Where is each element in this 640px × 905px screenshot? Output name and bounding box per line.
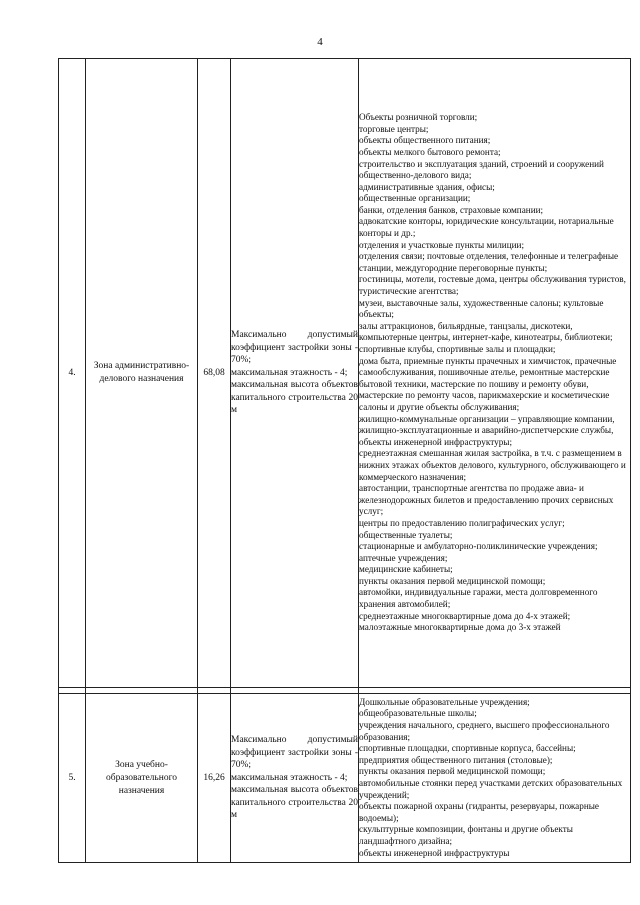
use-item: музеи, выставочные залы, художественные салоны; культовые объекты; (359, 297, 604, 320)
use-item: банки, отделения банков, страховые компании; (359, 204, 544, 215)
zone-name: Зона административно-делового назначения (86, 59, 198, 688)
use-item: жилищно-коммунальные организации – управляющие компании, жилищно-эксплуатационные и аварийно-диспетчерские службы, объекты инженерной инфраструктуры; (359, 413, 615, 447)
parameter-line: максимальная этажность - 4; (231, 367, 348, 378)
zone-area: 16,26 (198, 694, 231, 863)
zones-table (58, 58, 631, 863)
row-number: 4. (59, 59, 86, 688)
zone-parameters (231, 694, 359, 863)
use-item: пункты оказания первой медицинской помощи; (359, 575, 546, 586)
table-row (59, 694, 631, 863)
permitted-uses (359, 694, 631, 863)
use-item: объекты инженерной инфраструктуры (359, 847, 510, 858)
use-item: объекты общественного питания; (359, 135, 491, 146)
use-item: предприятия общественного питания (столовые); (359, 754, 553, 765)
page-number: 4 (317, 36, 323, 48)
use-item: общественные организации; (359, 193, 471, 204)
use-item: среднеэтажные многоквартирные дома до 4-х этажей; (359, 610, 571, 621)
use-item: адвокатские конторы, юридические консультации, нотариальные конторы и др.; (359, 216, 614, 239)
use-item: торговые центры; (359, 123, 429, 134)
use-item: малоэтажные многоквартирные дома до 3-х этажей (359, 622, 561, 633)
use-item: автомобильные стоянки перед участками детских образовательных учреждений; (359, 778, 623, 800)
zone-area: 68,08 (198, 59, 231, 688)
use-item: автостанции, транспортные агентства по продаже авиа- и железнодорожных билетов и предоставлению прочих сервисных услуг; (359, 483, 614, 517)
use-item: строительство и эксплуатация зданий, строений и сооружений общественно-делового вида; (359, 158, 604, 181)
use-item: отделения и участковые пункты милиции; (359, 239, 525, 250)
use-item: залы аттракционов, бильярдные, танцзалы, дискотеки, компьютерные центры, интернет-кафе, кинотеатры, библиотеки; (359, 320, 613, 343)
use-item: спортивные клубы, спортивные залы и площадки; (359, 344, 556, 355)
parameter-line: максимальная высота объектов капитального строительства 20 м (231, 380, 358, 416)
use-item: центры по предоставлению полиграфических услуг; (359, 517, 565, 528)
use-item: Дошкольные образовательные учреждения; (359, 696, 530, 707)
use-item: Объекты розничной торговли; (359, 112, 478, 123)
use-item: объекты мелкого бытового ремонта; (359, 146, 501, 157)
use-item: медицинские кабинеты; (359, 564, 453, 575)
row-number: 5. (59, 694, 86, 863)
parameter-line: максимальная высота объектов капитального строительства 20 м (231, 785, 358, 821)
use-item: учреждения начального, среднего, высшего профессионального образования; (359, 720, 610, 742)
permitted-uses (359, 59, 631, 688)
zone-name: Зона учебно-образовательного назначения (86, 694, 198, 863)
parameter-line: Максимально допустимый коэффициент застройки зоны - 70%; (231, 734, 358, 771)
use-item: аптечные учреждения; (359, 552, 448, 563)
use-item: дома быта, приемные пункты прачечных и химчисток, прачечные самообслуживания, пошивочные ателье, ремонтные мастерские бытовой техники, мастерские по пошиву и ремонту обуви, мастерские по ремонту часов, парикмахерские и косметические салоны и другие объекты обслуживания; (359, 355, 617, 412)
use-item: стационарные и амбулаторно-поликлинические учреждения; (359, 541, 598, 552)
use-item: среднеэтажная смешанная жилая застройка, в т.ч. с размещением в нижних этажах объектов делового, культурного, обслуживающего и коммерческого назначения; (359, 448, 626, 482)
use-item: автомойки, индивидуальные гаражи, места долговременного хранения автомобилей; (359, 587, 598, 610)
use-item: скульптурные композиции, фонтаны и другие объекты ландшафтного дизайна; (359, 824, 573, 846)
use-item: пункты оказания первой медицинской помощи; (359, 766, 546, 777)
table-row (59, 59, 631, 688)
parameter-line: максимальная этажность - 4; (231, 772, 348, 783)
use-item: общеобразовательные школы; (359, 708, 477, 719)
use-item: общественные туалеты; (359, 529, 453, 540)
use-item: объекты пожарной охраны (гидранты, резервуары, пожарные водоемы); (359, 801, 600, 823)
parameter-line: Максимально допустимый коэффициент застройки зоны - 70%; (231, 329, 358, 366)
use-item: спортивные площадки, спортивные корпуса, бассейны; (359, 743, 576, 754)
zone-parameters (231, 59, 359, 688)
use-item: гостиницы, мотели, гостевые дома, центры обслуживания туристов, туристические агентства; (359, 274, 626, 297)
use-item: отделения связи; почтовые отделения, телефонные и телеграфные станции, междугородние переговорные пункты; (359, 251, 619, 273)
use-item: административные здания, офисы; (359, 181, 495, 192)
